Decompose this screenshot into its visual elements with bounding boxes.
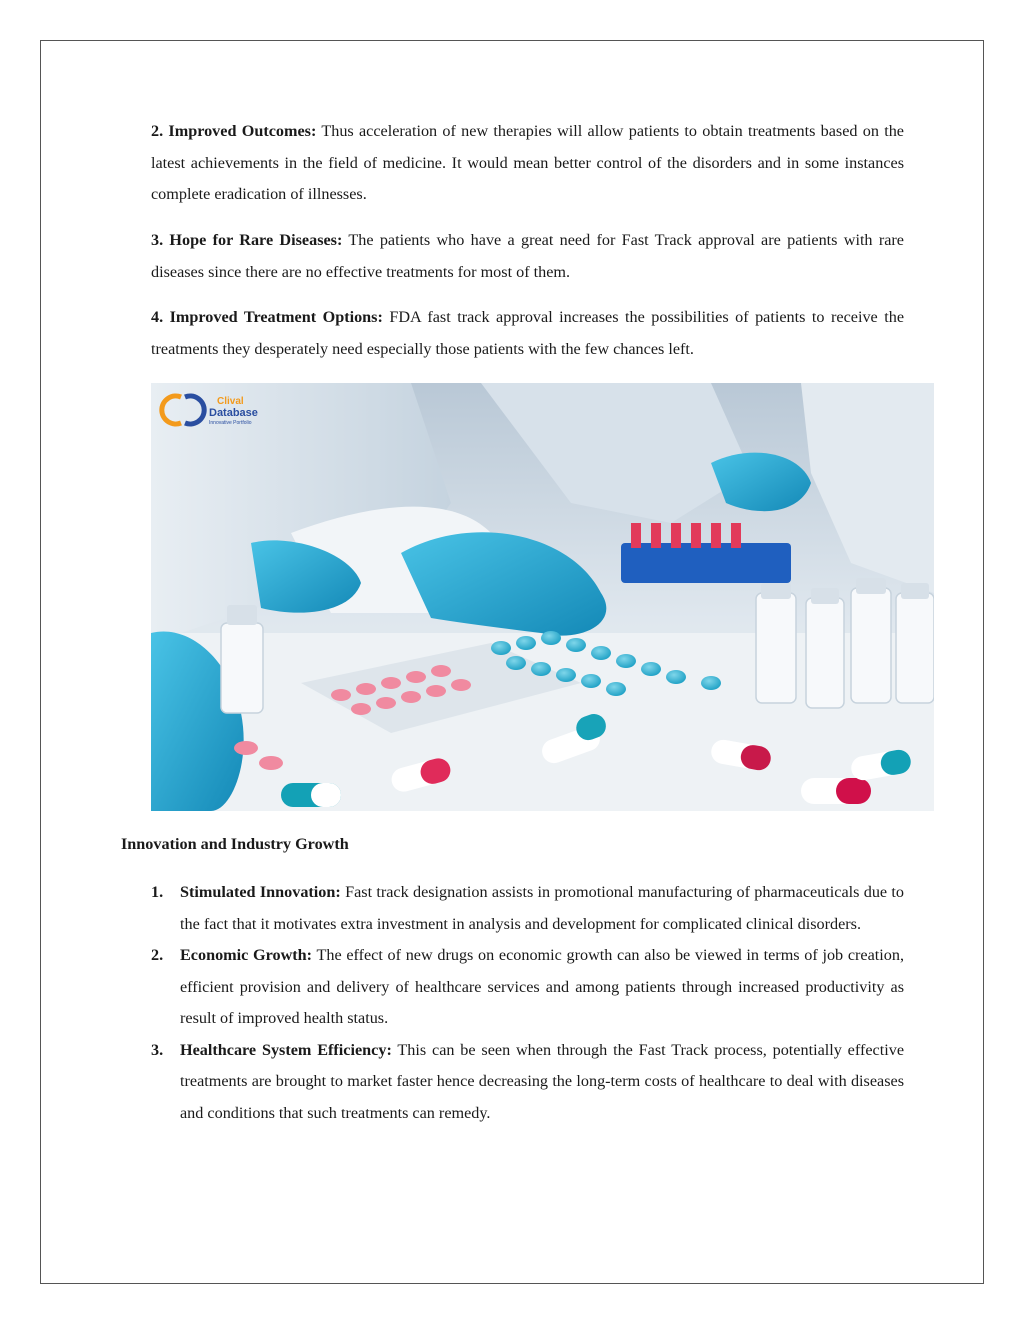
list-number: 2. <box>151 946 164 964</box>
list-number: 1. <box>151 883 164 901</box>
list-item-text: This can be seen when through the Fast Track process, potentially effective treatments are brought to market faster hence decreasing the long-term costs of healthcare to deal with diseases and conditions that such treatments can remedy. <box>180 1040 905 1122</box>
list-item <box>151 1035 904 1130</box>
section-heading: Innovation and Industry Growth <box>121 835 349 853</box>
list-item-text: Fast track designation assists in promotional manufacturing of pharmaceuticals due to the fact that it motivates extra investment in analysis and development for complicated clinical disorders. <box>180 883 904 933</box>
lab-pills-photo <box>151 383 934 811</box>
paragraph-title: 2. Improved Outcomes: <box>151 122 317 140</box>
list-item <box>151 940 904 1035</box>
list-number: 3. <box>151 1040 164 1059</box>
logo-line-3: Innovative Portfolio <box>209 420 252 426</box>
logo-line-2: Database <box>209 407 258 419</box>
logo-line-1: Clival <box>217 396 244 407</box>
list-item-title: Healthcare System Efficiency: <box>180 1040 392 1059</box>
list-item-title: Economic Growth: <box>180 946 313 964</box>
list-item <box>151 877 904 940</box>
list-item-title: Stimulated Innovation: <box>180 883 341 901</box>
paragraph-improved-outcomes <box>151 116 904 211</box>
paragraph-title: 3. Hope for Rare Diseases: <box>151 231 343 249</box>
paragraph-text: The patients who have a great need for Fast Track approval are patients with rare diseases since there are no effective treatments for most of them. <box>151 231 904 281</box>
list-item-text: The effect of new drugs on economic growth can also be viewed in terms of job creation, efficient provision and delivery of healthcare services and among patients through increased productivity as result of improved health status. <box>180 946 904 1027</box>
industry-growth-list <box>151 877 904 1129</box>
paragraph-text: FDA fast track approval increases the possibilities of patients to receive the treatments they desperately need especially those patients with the few chances left. <box>151 308 904 358</box>
paragraph-title: 4. Improved Treatment Options: <box>151 308 383 326</box>
paragraph-treatment-options <box>151 302 904 365</box>
paragraph-rare-diseases <box>151 225 904 288</box>
paragraph-text: Thus acceleration of new therapies will allow patients to obtain treatments based on the latest achievements in the field of medicine. It would mean better control of the disorders and in some instances complete eradication of illnesses. <box>151 122 904 203</box>
